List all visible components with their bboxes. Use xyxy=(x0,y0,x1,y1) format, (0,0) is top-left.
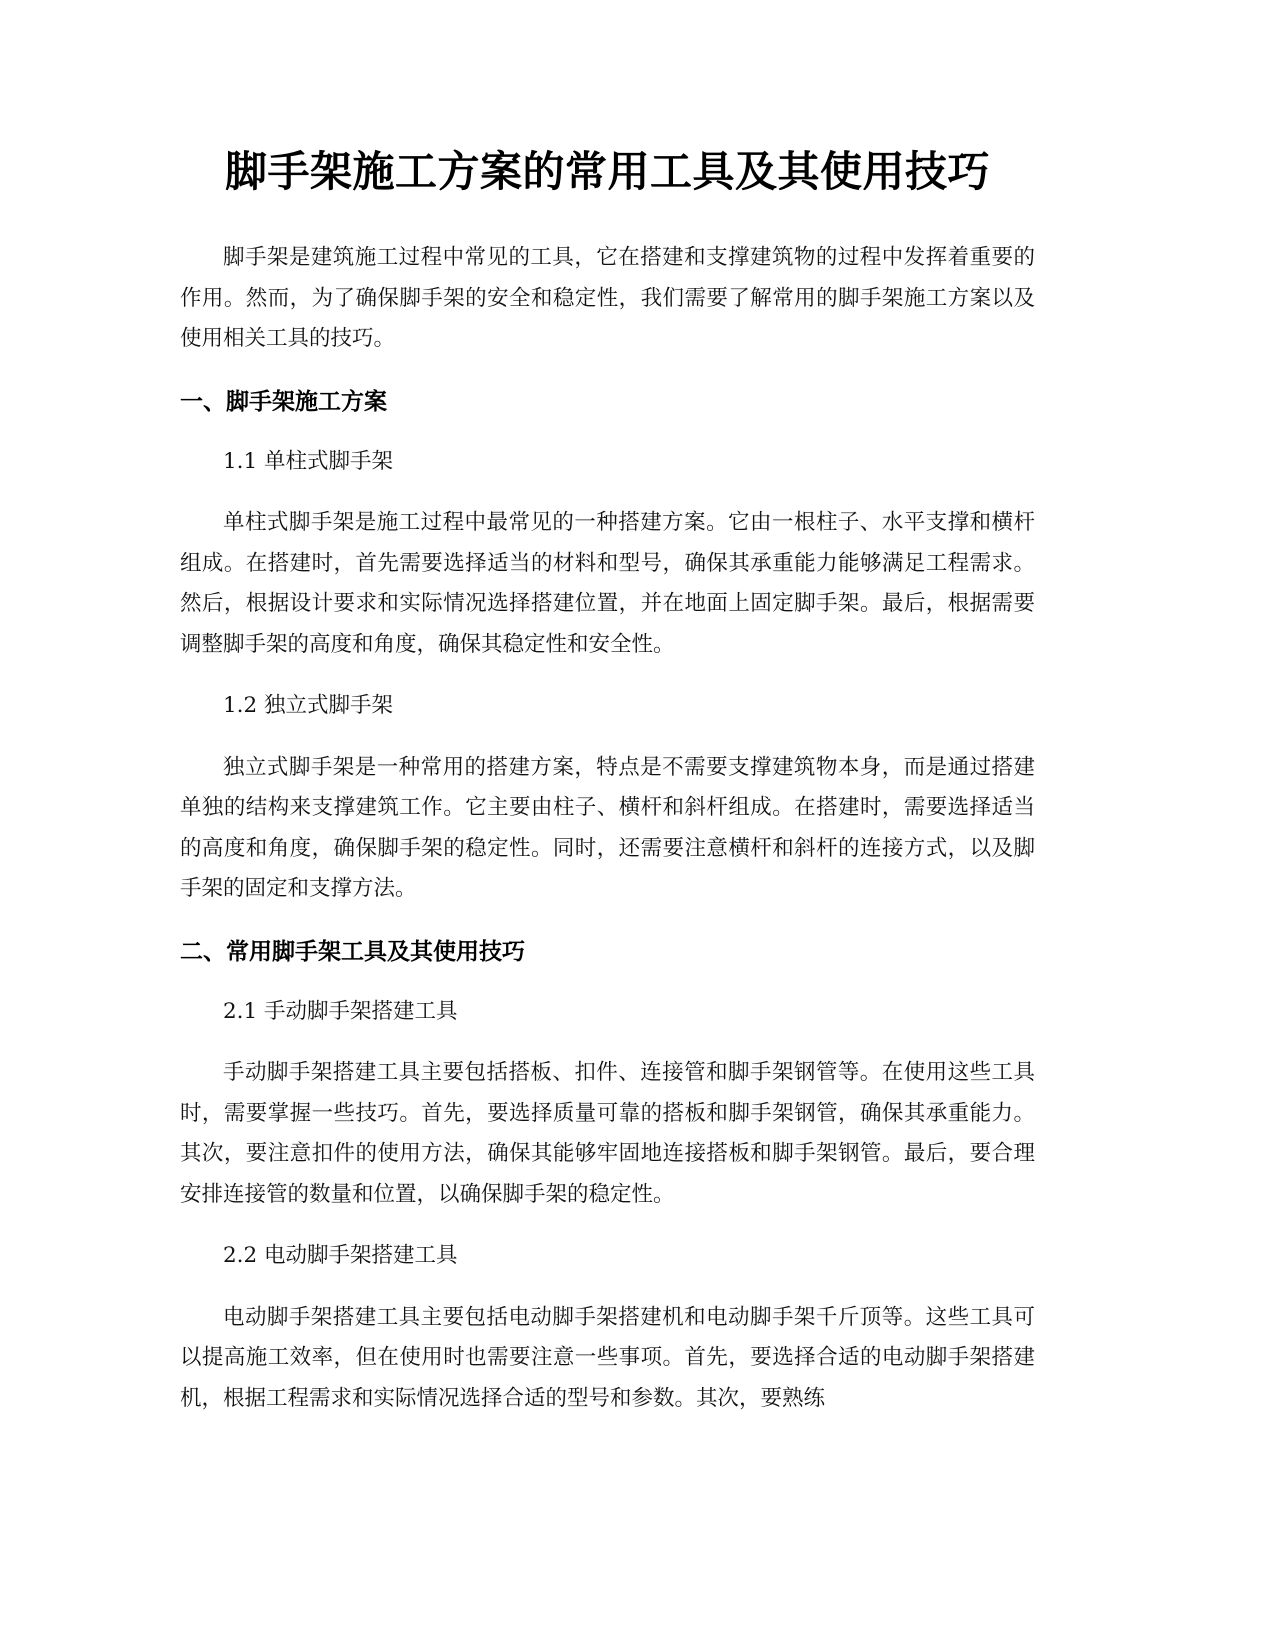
subsection-heading-1-2: 1.2 独立式脚手架 xyxy=(223,693,394,718)
subsection-heading-2-1: 2.1 手动脚手架搭建工具 xyxy=(223,998,458,1024)
subsection-body-1-1: 单柱式脚手架是施工过程中最常见的一种搭建方案。它由一根柱子、水平支撑和横杆组成。在搭建时，首先需要选择适当的材料和型号，确保其承重能力能够满足工程需求。然后，根据设计要求和实际情况选择搭建位置，并在地面上固定脚手架。最后，根据需要调整脚手架的高度和角度，确保其稳定性和安全性。 xyxy=(180,510,1035,657)
document-page xyxy=(180,140,1035,1440)
subsection-body-1-2: 独立式脚手架是一种常用的搭建方案，特点是不需要支撑建筑物本身，而是通过搭建单独的结构来支撑建筑工作。它主要由柱子、横杆和斜杆组成。在搭建时，需要选择适当的高度和角度，确保脚手架的稳定性。同时，还需要注意横杆和斜杆的连接方式，以及脚手架的固定和支撑方法。 xyxy=(180,754,1035,901)
section-heading-2: 二、常用脚手架工具及其使用技巧 xyxy=(180,938,525,965)
intro-paragraph: 脚手架是建筑施工过程中常见的工具，它在搭建和支撑建筑物的过程中发挥着重要的作用。然而，为了确保脚手架的安全和稳定性，我们需要了解常用的脚手架施工方案以及使用相关工具的技巧。 xyxy=(180,245,1035,351)
section-heading-1: 一、脚手架施工方案 xyxy=(180,388,387,415)
subsection-heading-1-1: 1.1 单柱式脚手架 xyxy=(223,448,394,474)
subsection-body-2-1: 手动脚手架搭建工具主要包括搭板、扣件、连接管和脚手架钢管等。在使用这些工具时，需要掌握一些技巧。首先，要选择质量可靠的搭板和脚手架钢管，确保其承重能力。其次，要注意扣件的使用方法，确保其能够牢固地连接搭板和脚手架钢管。最后，要合理安排连接管的数量和位置，以确保脚手架的稳定性。 xyxy=(180,1060,1035,1207)
subsection-heading-2-2: 2.2 电动脚手架搭建工具 xyxy=(223,1243,458,1268)
document-title: 脚手架施工方案的常用工具及其使用技巧 xyxy=(224,147,990,196)
subsection-body-2-2: 电动脚手架搭建工具主要包括电动脚手架搭建机和电动脚手架千斤顶等。这些工具可以提高施工效率，但在使用时也需要注意一些事项。首先，要选择合适的电动脚手架搭建机，根据工程需求和实际情况选择合适的型号和参数。其次，要熟练 xyxy=(180,1304,1035,1411)
